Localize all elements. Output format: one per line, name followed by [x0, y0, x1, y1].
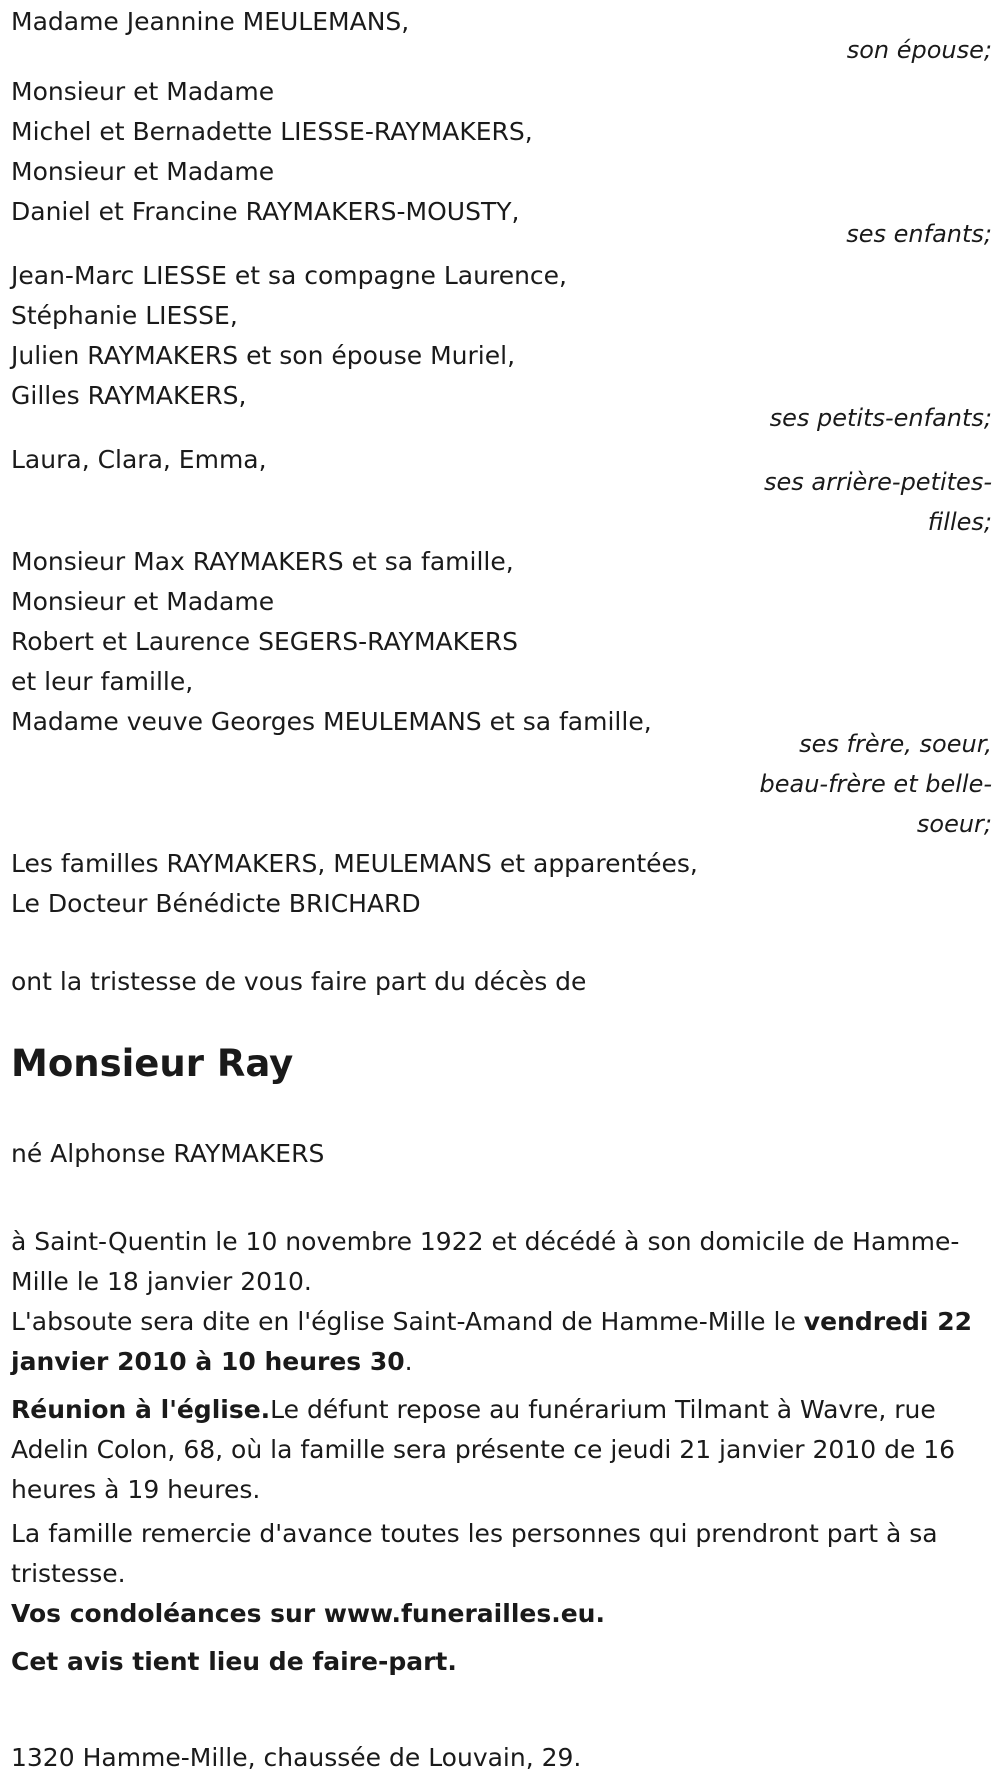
funeral-paragraph: [11, 1302, 991, 1382]
family-name-line: Monsieur et Madame: [11, 587, 275, 616]
relation-label: [770, 398, 992, 438]
family-name-line: Monsieur Max RAYMAKERS et sa famille,: [11, 547, 514, 576]
meeting-paragraph: [11, 1390, 991, 1510]
family-group-grandchildren: [11, 256, 995, 416]
notice-line: Cet avis tient lieu de faire-part.: [11, 1647, 457, 1676]
meeting-text: Le défunt repose au funérarium Tilmant à Wavre, rue Adelin Colon, 68, où la famille sera présente ce jeudi 21 janvier 2010 de 16 heures à 19 heures.: [11, 1395, 956, 1504]
deceased-name: Monsieur Ray: [11, 1042, 294, 1085]
family-name-line: Gilles RAYMAKERS,: [11, 381, 247, 410]
family-name-line: Madame Jeannine MEULEMANS,: [11, 7, 410, 36]
relation-label: [847, 30, 992, 70]
thanks-paragraph: La famille remercie d'avance toutes les personnes qui prendront part à sa tristesse.: [11, 1519, 938, 1588]
family-name-line: Le Docteur Bénédicte BRICHARD: [11, 889, 421, 918]
family-name-line: Jean-Marc LIESSE et sa compagne Laurence,: [11, 261, 567, 290]
relation-line: ses frère, soeur,: [799, 730, 992, 758]
relation-label: [846, 214, 992, 254]
relation-line: ses arrière-petites-: [764, 468, 992, 496]
address-line: 1320 Hamme-Mille, chaussée de Louvain, 29.: [11, 1743, 582, 1772]
meeting-bold: Réunion à l'église.: [11, 1395, 271, 1424]
funeral-end: .: [404, 1347, 413, 1376]
family-name-line: Stéphanie LIESSE,: [11, 301, 238, 330]
family-group-children: [11, 72, 995, 232]
funeral-date: vendredi 22 janvier 2010 à 10 heures 30: [11, 1307, 972, 1376]
family-name-line: Daniel et Francine RAYMAKERS-MOUSTY,: [11, 197, 520, 226]
relation-line: soeur;: [916, 810, 992, 838]
funeral-text: L'absoute sera dite en l'église Saint-Amand de Hamme-Mille le: [11, 1307, 804, 1336]
relation-label: [760, 724, 993, 844]
relation-line: filles;: [927, 508, 992, 536]
relation-line: son épouse;: [846, 36, 992, 64]
family-name-line: Laura, Clara, Emma,: [11, 445, 267, 474]
family-name-line: Michel et Bernadette LIESSE-RAYMAKERS,: [11, 117, 533, 146]
relation-label: [764, 462, 992, 542]
family-name-line: Julien RAYMAKERS et son épouse Muriel,: [11, 341, 516, 370]
family-group-siblings: [11, 542, 995, 742]
family-name-line: Monsieur et Madame: [11, 157, 275, 186]
birth-death-text: à Saint-Quentin le 10 novembre 1922 et décédé à son domicile de Hamme-Mille le 18 janvier 2010.: [11, 1227, 960, 1296]
family-name-line: Madame veuve Georges MEULEMANS et sa famille,: [11, 707, 652, 736]
condolences-line: Vos condoléances sur www.funerailles.eu.: [11, 1599, 605, 1628]
announcement-text: ont la tristesse de vous faire part du décès de: [11, 967, 587, 996]
family-group-relatives: [11, 844, 995, 924]
relation-line: ses enfants;: [846, 220, 992, 248]
relation-line: beau-frère et belle-: [759, 770, 992, 798]
family-name-line: Les familles RAYMAKERS, MEULEMANS et apparentées,: [11, 849, 698, 878]
family-name-line: Robert et Laurence SEGERS-RAYMAKERS: [11, 627, 519, 656]
family-name-line: et leur famille,: [11, 667, 194, 696]
birth-name: né Alphonse RAYMAKERS: [11, 1139, 325, 1168]
family-name-line: Monsieur et Madame: [11, 77, 275, 106]
relation-line: ses petits-enfants;: [769, 404, 992, 432]
